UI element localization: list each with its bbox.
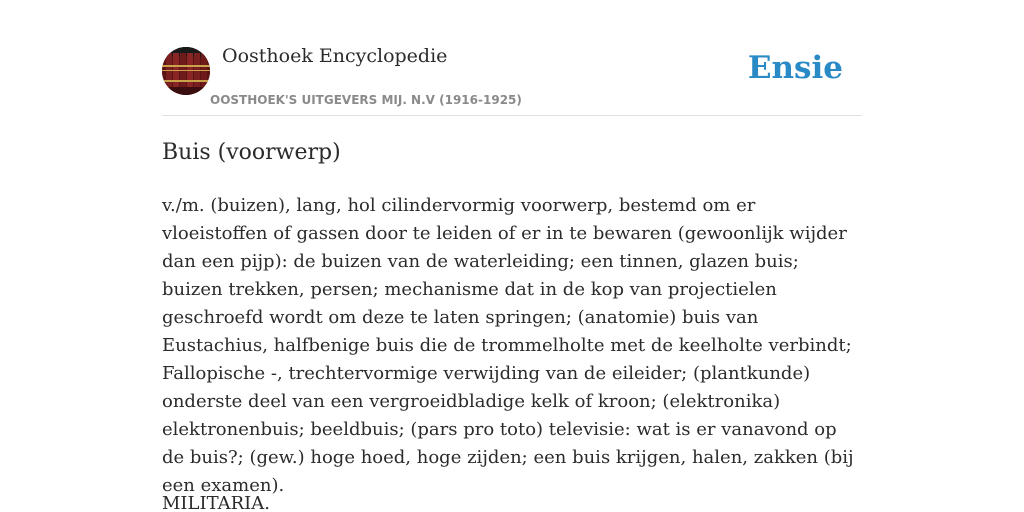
encyclopedia-books-icon[interactable]	[162, 47, 210, 95]
entry-title: Buis (voorwerp)	[162, 140, 341, 165]
header-divider	[162, 115, 862, 116]
site-brand-logo[interactable]: Ensie	[747, 50, 843, 86]
publisher-label: OOSTHOEK'S UITGEVERS MIJ. N.V (1916-1925)	[210, 93, 522, 107]
entry-category: MILITARIA.	[162, 493, 271, 512]
book-name[interactable]: Oosthoek Encyclopedie	[222, 45, 448, 67]
entry-definition: v./m. (buizen), lang, hol cilindervormig voorwerp, bestemd om er vloeistoffen of gassen door te leiden of er in te bewaren (gewoonlijk wijder dan een pijp): de buizen van de waterleiding; een tinnen, glazen buis; buizen trekken, persen; mechanisme dat in de kop van projectielen geschroefd wordt om deze te laten springen; (anatomie) buis van Eustachius, halfbenige buis die de trommelholte met de keelholte verbindt; Fallopische -, trechtervormige verwijding van de eileider; (plantkunde) onderste deel van een vergroeidbladige kelk of kroon; (elektronika) elektronenbuis; beeldbuis; (pars pro toto) televisie: wat is er vanavond op de buis?; (gew.) hoge hoed, hoge zijden; een buis krijgen, halen, zakken (bij een examen).	[162, 195, 854, 496]
